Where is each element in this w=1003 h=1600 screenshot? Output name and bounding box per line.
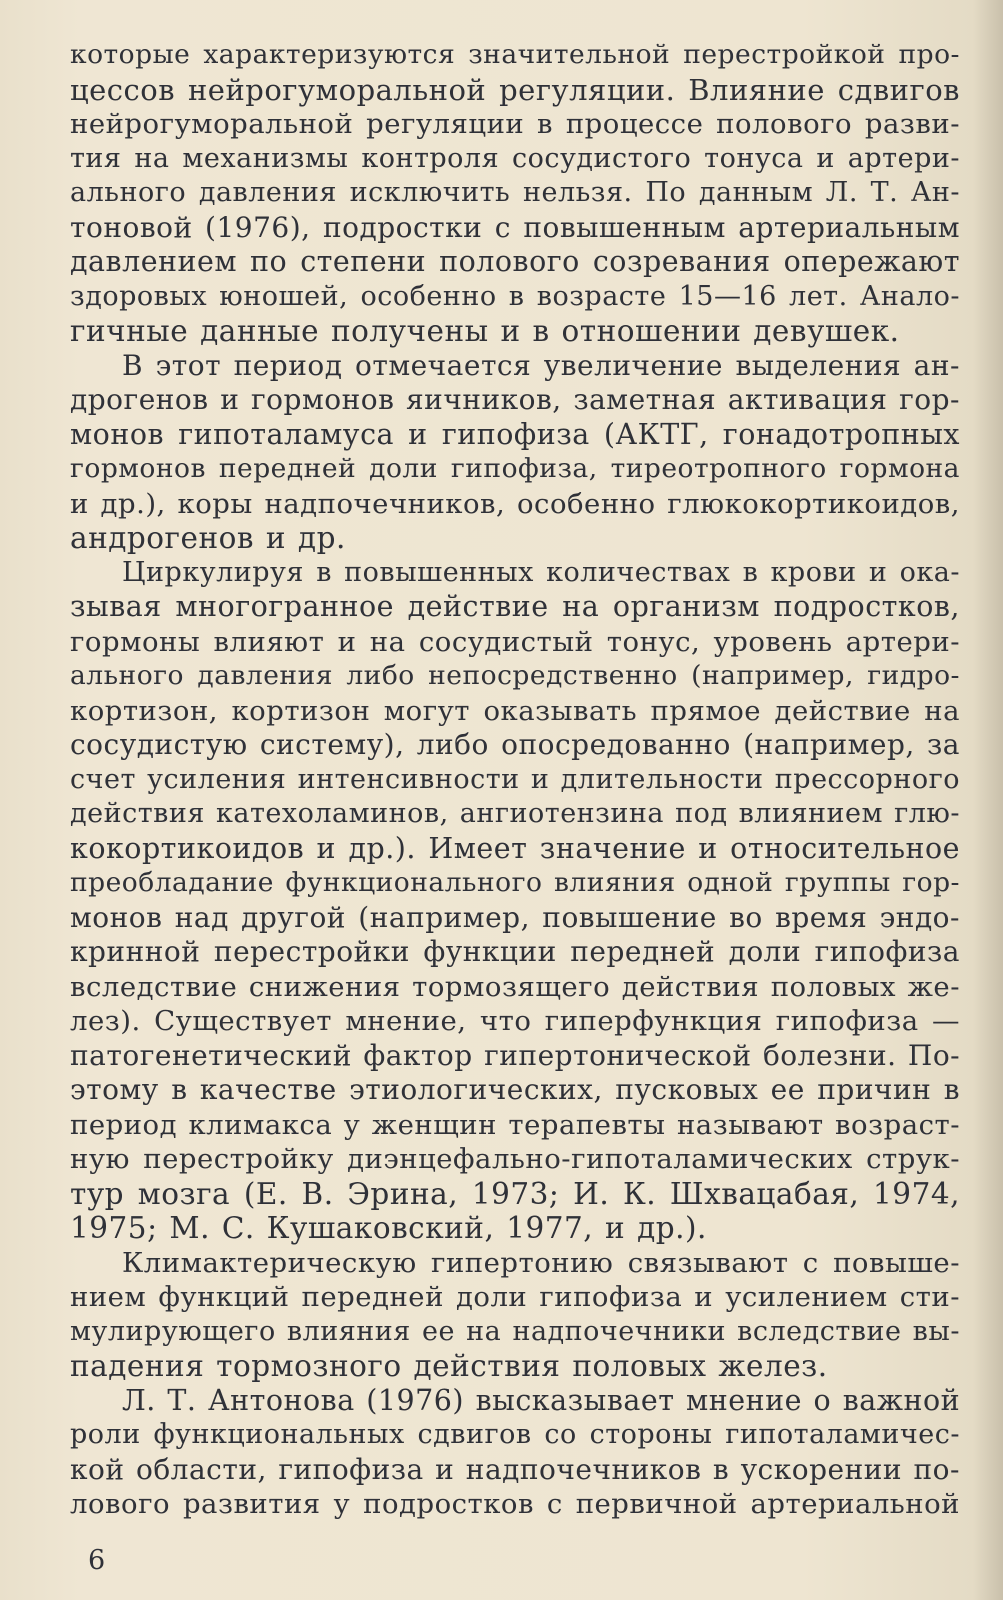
text-line: ального давления исключить нельзя. По данным Л. Т. Ан- [70, 177, 960, 208]
text-line: патогенетический фактор гипертонической болезни. По- [70, 1038, 961, 1072]
text-line: и др.), коры надпочечников, особенно глюкокортикоидов, [70, 487, 960, 520]
text-line: здоровых юношей, особенно в возрасте 15—16 лет. Анало- [70, 280, 960, 312]
text-line: ную перестройку диэнцефально-гипоталамических струк- [70, 1143, 960, 1175]
text-line: действия катехоламинов, ангиотензина под влиянием глю- [70, 798, 960, 829]
text-line: 1975; М. С. Кушаковский, 1977, и др.). [70, 1211, 707, 1245]
text-line: кокортикоидов и др.). Имеет значение и относительное [70, 831, 960, 865]
text-line: гормонов передней доли гипофиза, тиреотропного гормона [70, 453, 960, 484]
text-line: лового развития у подростков с первичной артериальной [70, 1488, 960, 1520]
text-line: нейрогуморальной регуляции в процессе полового разви- [70, 108, 960, 140]
text-line: которые характеризуются значительной перестройкой про- [70, 39, 960, 70]
text-line: ального давления либо непосредственно (например, гидро- [70, 660, 960, 691]
text-line: гормоны влияют и на сосудистый тонус, уровень артери- [70, 625, 960, 658]
text-line: монов гипоталамуса и гипофиза (АКТГ, гонадотропных [70, 417, 960, 451]
text-line: Л. Т. Антонова (1976) высказывает мнение о важной [122, 1383, 961, 1417]
text-line: давлением по степени полового созревания опережают [70, 245, 960, 278]
text-line: кортизон, кортизон могут оказывать прямое действие на [70, 694, 960, 727]
text-line: зывая многогранное действие на организм подростков, [70, 590, 960, 623]
text-line: нием функций передней доли гипофиза и усилением сти- [70, 1281, 960, 1313]
text-line: кринной перестройки функции передней доли гипофиза [70, 935, 960, 968]
text-line: преобладание функционального влияния одной группы гор- [70, 867, 960, 898]
text-line: цессов нейрогуморальной регуляции. Влияние сдвигов [70, 72, 960, 107]
text-line: андрогенов и др. [70, 521, 346, 555]
text-line: период климакса у женщин терапевты называют возраст- [70, 1108, 960, 1141]
text-line: дрогенов и гормонов яичников, заметная активация гор- [70, 383, 960, 416]
text-line: кой области, гипофиза и надпочечников в ускорении по- [70, 1452, 960, 1486]
text-line: Циркулируя в повышенных количествах в крови и ока- [122, 556, 960, 588]
text-line: падения тормозного действия половых желез. [70, 1349, 828, 1383]
text-line: Климактерическую гипертонию связывают с повыше- [122, 1246, 960, 1279]
text-line: В этот период отмечается увеличение выделения ан- [122, 348, 960, 382]
page-number: 6 [88, 1545, 106, 1576]
text-line: вследствие снижения тормозящего действия половых же- [70, 970, 960, 1003]
text-line: тоновой (1976), подростки с повышенным артериальным [70, 210, 960, 244]
text-line: этому в качестве этиологических, пусковых ее причин в [70, 1073, 960, 1106]
body-text [70, 38, 960, 1522]
text-line: мулирующего влияния ее на надпочечники вследствие вы- [70, 1315, 960, 1347]
text-line: монов над другой (например, повышение во время эндо- [70, 900, 960, 934]
text-line: сосудистую систему), либо опосредованно (например, за [70, 728, 960, 761]
text-line: гичные данные получены и в отношении девушек. [70, 314, 900, 348]
text-line: тия на механизмы контроля сосудистого тонуса и артери- [70, 142, 960, 174]
text-line: тур мозга (Е. В. Эрина, 1973; И. К. Шхвацабая, 1974, [70, 1176, 960, 1211]
text-line: счет усиления интенсивности и длительности прессорного [70, 763, 960, 795]
text-line: роли функциональных сдвигов со стороны гипоталамичес- [70, 1419, 960, 1450]
text-line: лез). Существует мнение, что гиперфункция гипофиза — [70, 1005, 960, 1037]
